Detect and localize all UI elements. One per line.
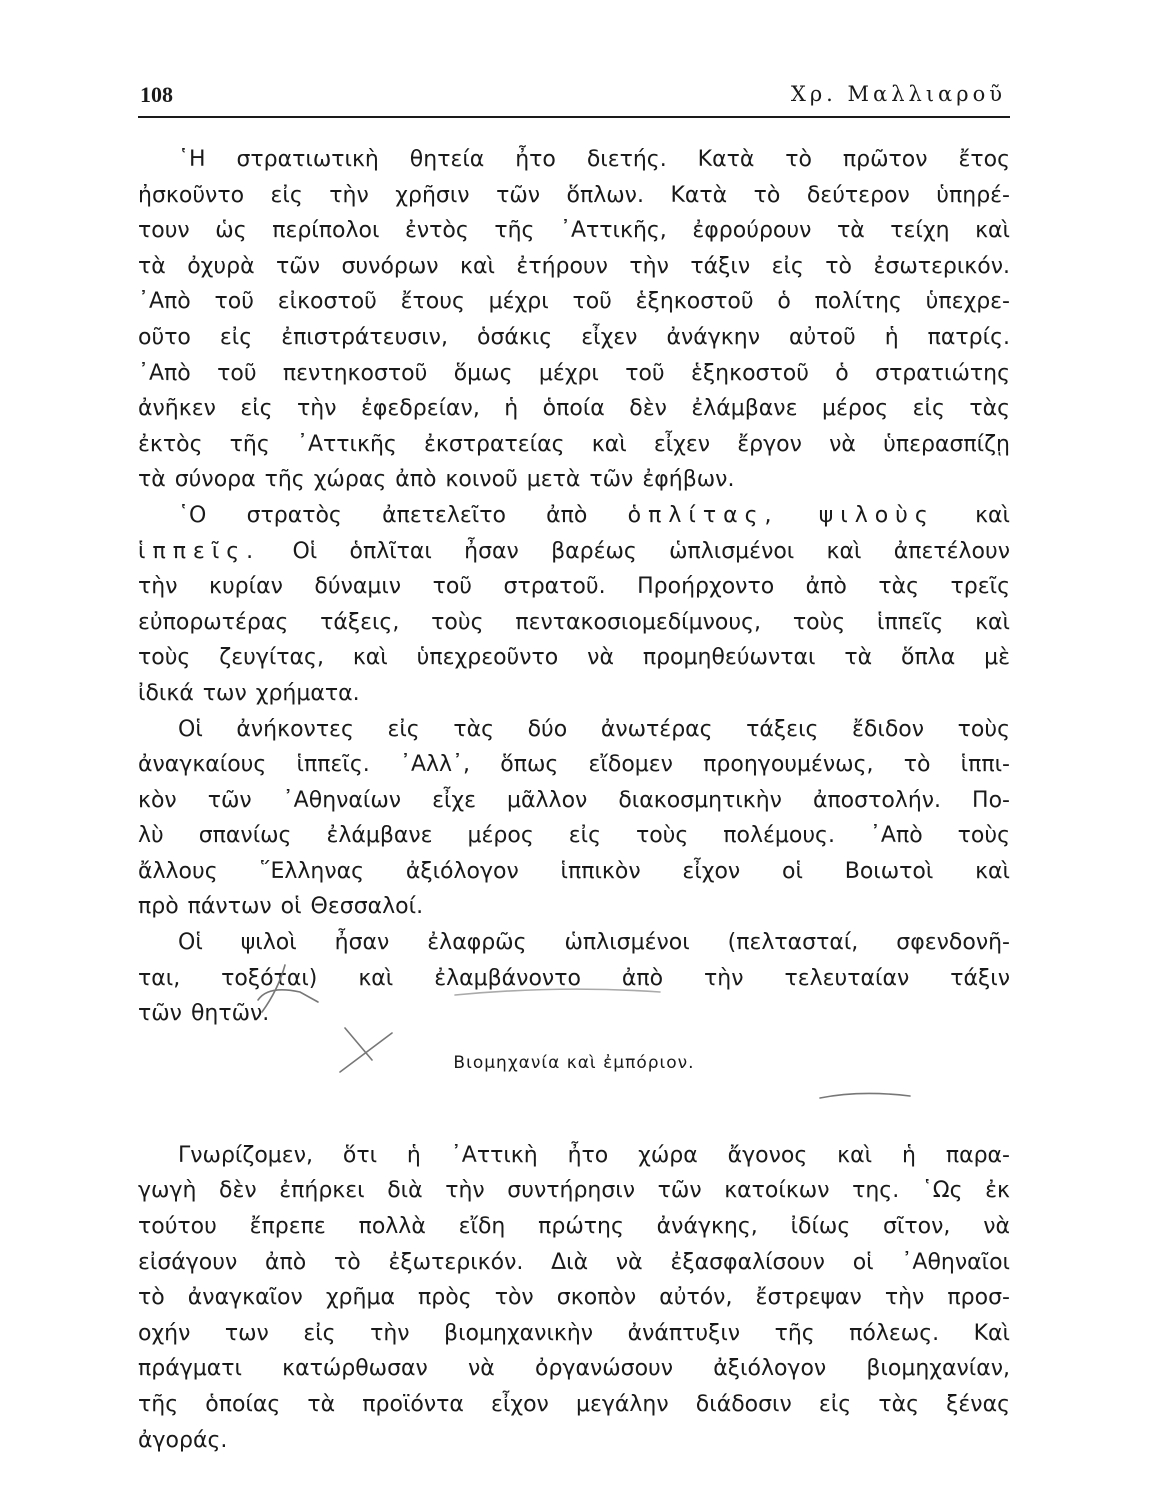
text-line: ῾Η στρατιωτικὴ θητεία ἦτο διετής. Κατὰ τὸ πρῶτον ἔτος	[178, 147, 1010, 172]
text-line: οῦτο εἰς ἐπιστράτευσιν, ὁσάκις εἶχεν ἀνάγκην αὐτοῦ ἡ πατρίς.	[138, 324, 1010, 350]
paragraph-cavalry	[138, 712, 1010, 926]
text-line: τοὺς ζευγίτας, καὶ ὑπεχρεοῦντο νὰ προμηθεύωνται τὰ ὅπλα μὲ	[138, 645, 1010, 671]
paragraph-army-composition	[138, 498, 1010, 712]
text-line: πράγματι κατώρθωσαν νὰ ὀργανώσουν ἀξιόλογον βιομηχανίαν,	[138, 1356, 1010, 1382]
text-line: ἰδικά των χρήματα.	[138, 680, 360, 706]
page-number: 108	[140, 82, 173, 107]
paragraph-industry-trade	[138, 1138, 1010, 1458]
text-line: ᾿Απὸ τοῦ πεντηκοστοῦ ὅμως μέχρι τοῦ ἑξηκοστοῦ ὁ στρατιώτης	[138, 360, 1010, 386]
text-line	[138, 534, 1010, 570]
spaced-term-hoplites: ὁπλίτας,	[627, 502, 779, 528]
text-fragment: ῾Ο στρατὸς ἀπετελεῖτο ἀπὸ	[178, 502, 588, 528]
text-line: τὰ σύνορα τῆς χώρας ἀπὸ κοινοῦ μετὰ τῶν ἐφήβων.	[138, 467, 735, 493]
text-line: ται, τοξόται) καὶ ἐλαμβάνοντο ἀπὸ τὴν τελευταίαν τάξιν	[138, 965, 1010, 991]
spaced-term-psiloi: ψιλοὺς	[818, 502, 935, 528]
text-line: τὰ ὀχυρὰ τῶν συνόρων καὶ ἐτήρουν τὴν τάξιν εἰς τὸ ἐσωτερικόν.	[138, 253, 1010, 279]
text-line: Γνωρίζομεν, ὅτι ἡ ᾿Αττικὴ ἦτο χώρα ἄγονος καὶ ἡ παρα-	[178, 1142, 1010, 1168]
section-heading: Βιομηχανία καὶ ἐμπόριον.	[453, 1052, 695, 1073]
text-line: τὸ ἀναγκαῖον χρῆμα πρὸς τὸν σκοπὸν αὐτόν, ἔστρεψαν τὴν προσ-	[138, 1285, 1010, 1311]
text-line: ἠσκοῦντο εἰς τὴν χρῆσιν τῶν ὅπλων. Κατὰ τὸ δεύτερον ὑπηρέ-	[138, 182, 1010, 208]
text-line: Οἱ ψιλοὶ ἦσαν ἐλαφρῶς ὡπλισμένοι (πελτασταί, σφενδονῆ-	[178, 930, 1010, 956]
text-line: ᾿Απὸ τοῦ εἰκοστοῦ ἔτους μέχρι τοῦ ἑξηκοστοῦ ὁ πολίτης ὑπεχρε-	[138, 289, 1010, 315]
text-line: πρὸ πάντων οἱ Θεσσαλοί.	[138, 894, 424, 920]
text-line: ἀνῆκεν εἰς τὴν ἐφεδρείαν, ἡ ὁποία δὲν ἐλάμβανε μέρος εἰς τὰς	[138, 396, 1010, 422]
paragraph-light-troops	[138, 925, 1010, 1032]
text-line: τῶν θητῶν.	[138, 1001, 270, 1027]
text-line: τὴν κυρίαν δύναμιν τοῦ στρατοῦ. Προήρχοντο ἀπὸ τὰς τρεῖς	[138, 574, 1010, 600]
text-line: ἀναγκαίους ἱππεῖς. ᾿Αλλ᾿, ὅπως εἴδομεν προηγουμένως, τὸ ἱππι-	[138, 752, 1010, 778]
running-head	[138, 70, 1010, 118]
text-line: τουν ὡς περίπολοι ἐντὸς τῆς ᾿Αττικῆς, ἐφρούρουν τὰ τείχη καὶ	[138, 218, 1010, 244]
spaced-term-hippeis: ἱππεῖς.	[138, 538, 261, 564]
paragraph-military-service	[138, 142, 1010, 498]
text-fragment: καὶ	[975, 502, 1011, 528]
text-line: εὐπορωτέρας τάξεις, τοὺς πεντακοσιομεδίμνους, τοὺς ἱππεῖς καὶ	[138, 609, 1010, 635]
text-line: ἐκτὸς τῆς ᾿Αττικῆς ἐκστρατείας καὶ εἶχεν ἔργον νὰ ὑπερασπίζῃ	[138, 431, 1010, 457]
text-line: οχήν των εἰς τὴν βιομηχανικὴν ἀνάπτυξιν τῆς πόλεως. Καὶ	[138, 1320, 1010, 1346]
text-fragment: Οἱ ὁπλῖται ἦσαν βαρέως ὡπλισμένοι καὶ ἀπετέλουν	[292, 538, 1010, 564]
text-line: Οἱ ἀνήκοντες εἰς τὰς δύο ἀνωτέρας τάξεις ἔδιδον τοὺς	[178, 716, 1010, 742]
text-line: εἰσάγουν ἀπὸ τὸ ἐξωτερικόν. Διὰ νὰ ἐξασφαλίσουν οἱ ᾿Αθηναῖοι	[138, 1249, 1010, 1275]
text-line: κὸν τῶν ᾿Αθηναίων εἶχε μᾶλλον διακοσμητικὴν ἀποστολήν. Πο-	[138, 787, 1010, 813]
text-line: τούτου ἔπρεπε πολλὰ εἴδη πρώτης ἀνάγκης, ἰδίως σῖτον, νὰ	[138, 1214, 1010, 1240]
text-line	[138, 498, 1010, 534]
text-line: λὺ σπανίως ἐλάμβανε μέρος εἰς τοὺς πολέμους. ᾿Απὸ τοὺς	[138, 823, 1010, 849]
text-line: τῆς ὁποίας τὰ προϊόντα εἶχον μεγάλην διάδοσιν εἰς τὰς ξένας	[138, 1392, 1010, 1417]
body-text	[138, 142, 1010, 1458]
text-line: γωγὴ δὲν ἐπήρκει διὰ τὴν συντήρησιν τῶν κατοίκων της. ῾Ως ἐκ	[138, 1178, 1010, 1204]
section-spacer	[138, 1104, 1010, 1138]
text-line: ἀγοράς.	[138, 1427, 228, 1453]
text-line: ἄλλους ῞Ελληνας ἀξιόλογον ἱππικὸν εἶχον οἱ Βοιωτοὶ καὶ	[138, 858, 1010, 884]
running-head-author: Χρ. Μαλλιαροῦ	[790, 82, 1006, 106]
